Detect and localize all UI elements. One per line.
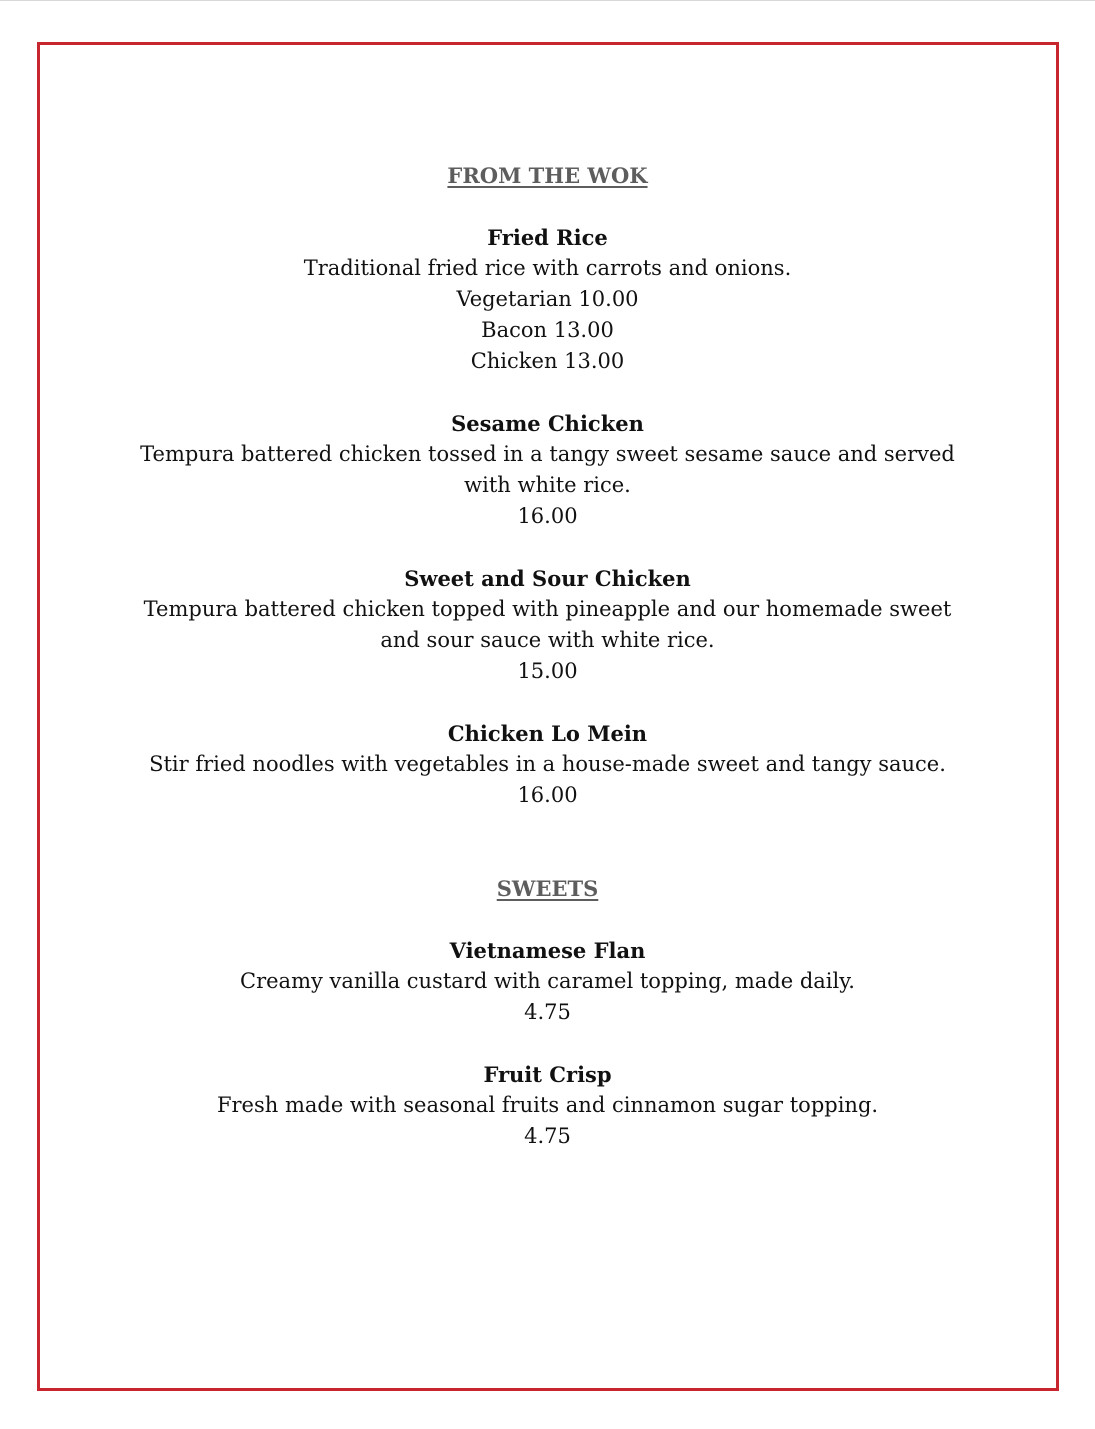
section-from-the-wok bbox=[0, 160, 1095, 811]
menu-item-chicken-lo-mein bbox=[0, 718, 1095, 811]
item-name: Chicken Lo Mein bbox=[447, 721, 648, 746]
menu-page bbox=[0, 160, 1095, 1183]
page-top-edge bbox=[0, 0, 1095, 1]
item-name: Vietnamese Flan bbox=[449, 938, 646, 963]
item-price: Bacon 13.00 bbox=[481, 318, 614, 342]
menu-item-vietnamese-flan bbox=[0, 935, 1095, 1028]
section-title: SWEETS bbox=[496, 876, 599, 901]
menu-item-sweet-and-sour-chicken bbox=[0, 563, 1095, 687]
item-price: 4.75 bbox=[524, 1000, 571, 1024]
item-name: Fruit Crisp bbox=[483, 1062, 612, 1087]
item-description: Stir fried noodles with vegetables in a house-made sweet and tangy sauce. bbox=[149, 752, 946, 776]
item-description: Traditional fried rice with carrots and onions. bbox=[303, 256, 792, 280]
item-price: 16.00 bbox=[517, 504, 578, 528]
item-price: Chicken 13.00 bbox=[470, 349, 625, 373]
menu-item-fruit-crisp bbox=[0, 1059, 1095, 1152]
item-price: 15.00 bbox=[517, 659, 578, 683]
section-sweets bbox=[0, 873, 1095, 1152]
item-description: Creamy vanilla custard with caramel topping, made daily. bbox=[240, 969, 855, 993]
menu-item-sesame-chicken bbox=[0, 408, 1095, 532]
item-price: Vegetarian 10.00 bbox=[456, 287, 639, 311]
item-name: Sesame Chicken bbox=[451, 411, 644, 436]
item-price: 4.75 bbox=[524, 1124, 571, 1148]
item-name: Sweet and Sour Chicken bbox=[404, 566, 691, 591]
item-description: Tempura battered chicken tossed in a tangy sweet sesame sauce and served with white rice. bbox=[140, 442, 955, 497]
menu-item-fried-rice bbox=[0, 222, 1095, 377]
section-title: FROM THE WOK bbox=[447, 163, 648, 188]
item-price: 16.00 bbox=[517, 783, 578, 807]
item-description: Tempura battered chicken topped with pineapple and our homemade sweet and sour sauce with white rice. bbox=[143, 597, 952, 652]
item-description: Fresh made with seasonal fruits and cinnamon sugar topping. bbox=[216, 1093, 879, 1117]
item-name: Fried Rice bbox=[487, 225, 608, 250]
